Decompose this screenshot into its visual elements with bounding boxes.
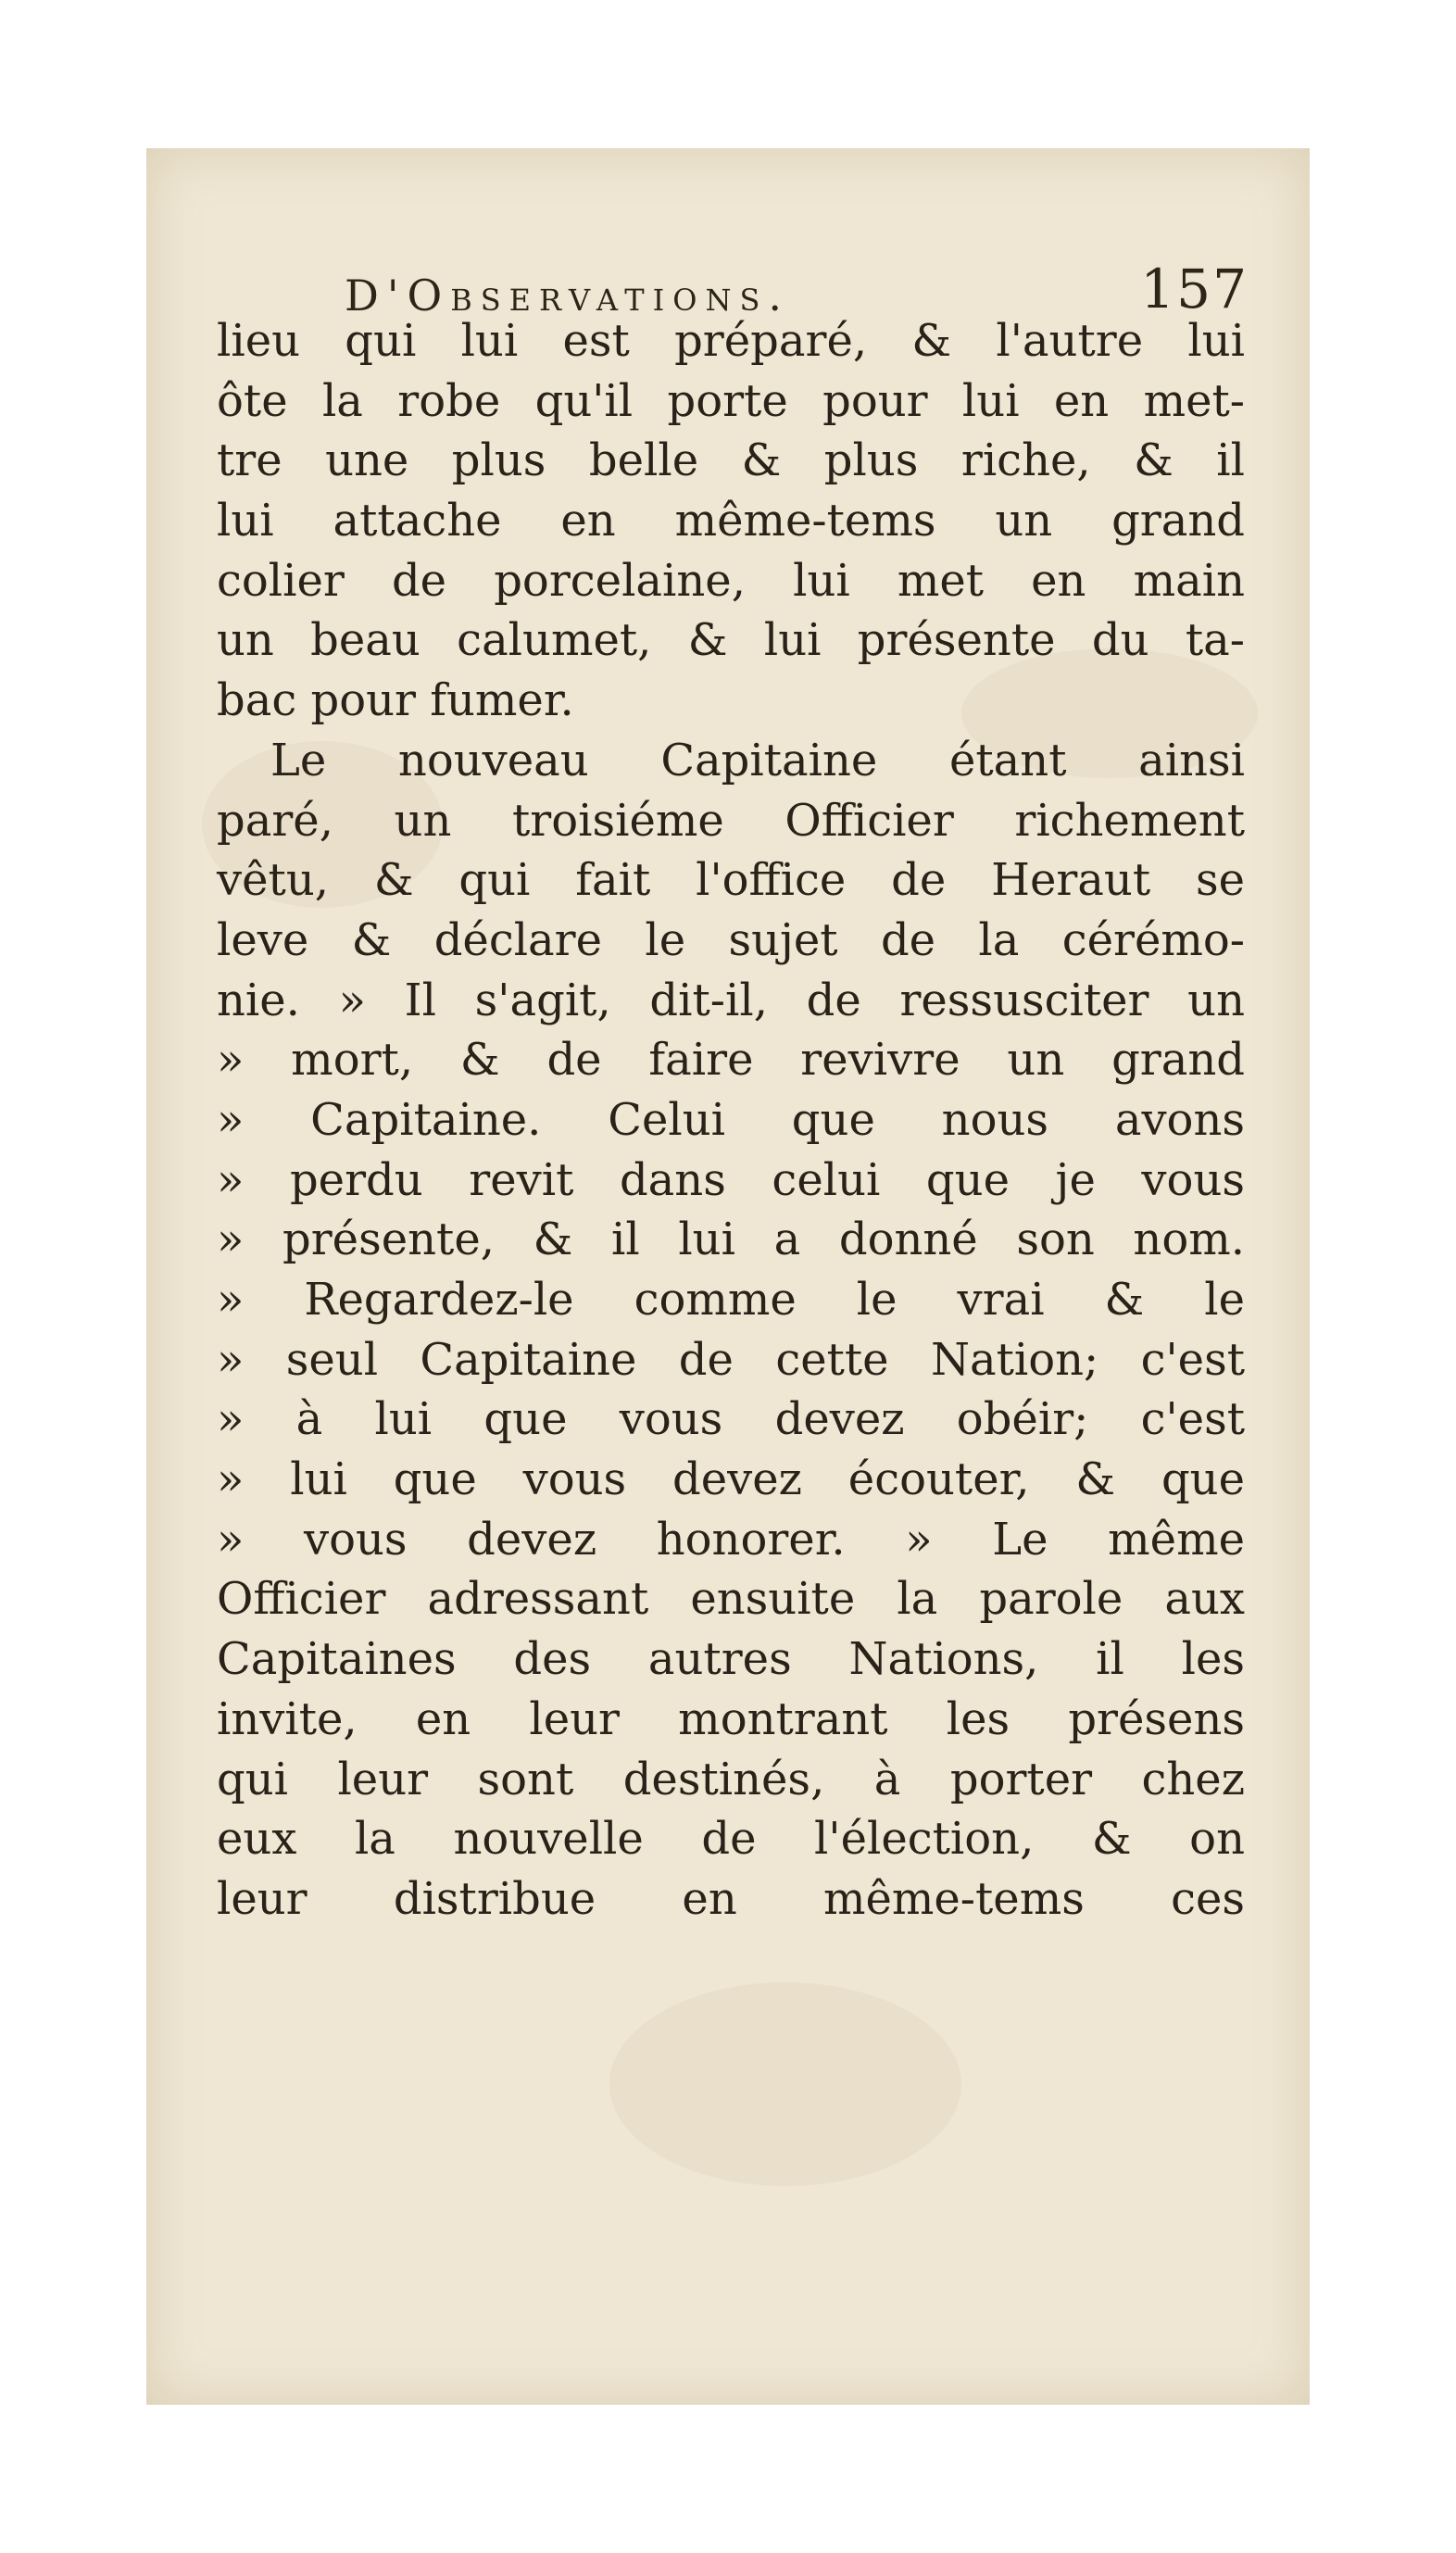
book-page [146, 148, 1310, 2405]
text-line: Le nouveau Capitaine étant ainsi [270, 734, 1245, 786]
body-text [217, 311, 1245, 1930]
text-line: un beau calumet, & lui présente du ta- [217, 614, 1245, 667]
text-line: invite, en leur montrant les présens [217, 1692, 1245, 1745]
text-line: eux la nouvelle de l'élection, & on [217, 1813, 1245, 1866]
text-line: lieu qui lui est préparé, & l'autre lui [217, 315, 1245, 367]
text-line: leve & déclare le sujet de la cérémo- [217, 913, 1245, 966]
running-title: D'Observations. [345, 270, 791, 321]
text-line: tre une plus belle & plus riche, & il [217, 434, 1245, 487]
text-line: colier de porcelaine, lui met en main [217, 554, 1245, 607]
text-line: » présente, & il lui a donné son nom. [217, 1214, 1245, 1266]
text-line: vêtu, & qui fait l'office de Heraut se [217, 854, 1245, 907]
text-line: » perdu revit dans celui que je vous [217, 1153, 1245, 1206]
text-line: » mort, & de faire revivre un grand [217, 1034, 1245, 1087]
text-line: » seul Capitaine de cette Nation; c'est [217, 1333, 1245, 1386]
text-line: ôte la robe qu'il porte pour lui en met- [217, 374, 1245, 427]
text-line: Officier adressant ensuite la parole aux [217, 1573, 1245, 1626]
text-line: » Capitaine. Celui que nous avons [217, 1093, 1245, 1146]
text-line: bac pour fumer. [217, 674, 574, 727]
text-line: nie. » Il s'agit, dit-il, de ressusciter un [217, 974, 1245, 1026]
text-line: Capitaines des autres Nations, il les [217, 1633, 1245, 1686]
text-line: » lui que vous devez écouter, & que [217, 1453, 1245, 1506]
text-line: leur distribue en même-tems ces [217, 1872, 1245, 1925]
text-line: » Regardez-le comme le vrai & le [217, 1274, 1245, 1326]
text-line: qui leur sont destinés, à porter chez [217, 1753, 1245, 1805]
text-line: » à lui que vous devez obéir; c'est [217, 1393, 1245, 1446]
text-line: paré, un troisiéme Officier richement [217, 794, 1245, 847]
text-line: lui attache en même-tems un grand [217, 495, 1245, 547]
text-line: » vous devez honorer. » Le même [217, 1513, 1245, 1566]
paper-stain [609, 1982, 961, 2186]
page-number: 157 [1140, 258, 1249, 321]
